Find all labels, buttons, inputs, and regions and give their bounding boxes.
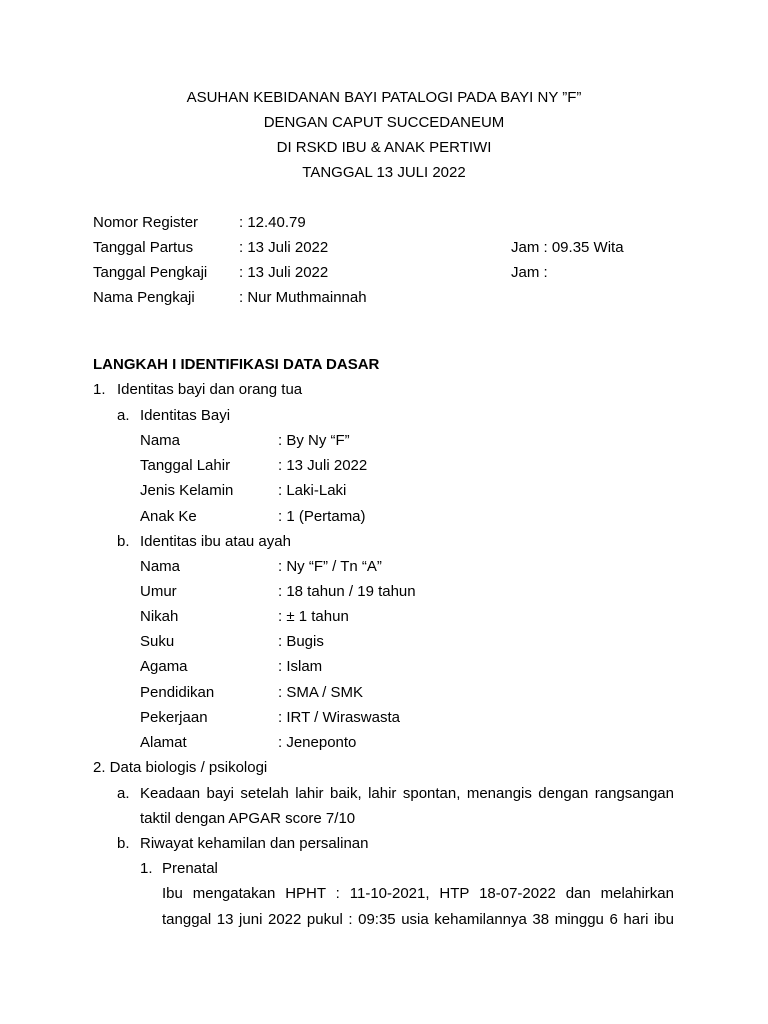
ortu-nikah-value: : ± 1 tahun <box>278 608 349 625</box>
document-title-line-3: DI RSKD IBU & ANAK PERTIWI <box>276 139 492 156</box>
ortu-alamat-label: Alamat <box>140 734 187 751</box>
register-value: : 12.40.79 <box>239 214 306 231</box>
ortu-umur-value: : 18 tahun / 19 tahun <box>278 583 416 600</box>
sub-b-label: b. <box>117 533 130 550</box>
ortu-suku-value: : Bugis <box>278 633 324 650</box>
pengkaji-time: Jam : <box>511 264 548 281</box>
bayi-anak-ke-value: : 1 (Pertama) <box>278 508 366 525</box>
item-2-a-line-2: taktil dengan APGAR score 7/10 <box>140 810 356 827</box>
item-2-b-text: Riwayat kehamilan dan persalinan <box>140 835 369 852</box>
ortu-nama-value: : Ny “F” / Tn “A” <box>278 558 382 575</box>
item-2-b-label: b. <box>117 835 130 852</box>
pengkaji-date-value: : 13 Juli 2022 <box>239 264 329 281</box>
partus-label: Tanggal Partus <box>93 239 194 256</box>
item-2-text: 2. Data biologis / psikologi <box>93 759 268 776</box>
bayi-nama-value: : By Ny “F” <box>278 432 350 449</box>
bayi-jenis-kelamin-value: : Laki-Laki <box>278 482 347 499</box>
item-1-text: Identitas bayi dan orang tua <box>117 381 303 398</box>
ortu-umur-label: Umur <box>140 583 177 600</box>
ortu-pendidikan-label: Pendidikan <box>140 684 215 701</box>
nama-pengkaji-value: : Nur Muthmainnah <box>239 289 367 306</box>
pengkaji-date-label: Tanggal Pengkaji <box>93 264 208 281</box>
register-label: Nomor Register <box>93 214 199 231</box>
prenatal-line-2: tanggal 13 juni 2022 pukul : 09:35 usia kehamilannya 38 minggu 6 hari ibu <box>162 911 674 928</box>
item-1-number: 1. <box>93 381 106 398</box>
prenatal-heading: Prenatal <box>162 860 218 877</box>
ortu-nikah-label: Nikah <box>140 608 179 625</box>
sub-a-label: a. <box>117 407 130 424</box>
ortu-alamat-value: : Jeneponto <box>278 734 357 751</box>
bayi-nama-label: Nama <box>140 432 181 449</box>
bayi-tanggal-lahir-label: Tanggal Lahir <box>140 457 231 474</box>
ortu-nama-label: Nama <box>140 558 181 575</box>
section-heading: LANGKAH I IDENTIFIKASI DATA DASAR <box>93 356 380 373</box>
partus-time: Jam : 09.35 Wita <box>511 239 624 256</box>
ortu-pekerjaan-label: Pekerjaan <box>140 709 208 726</box>
bayi-anak-ke-label: Anak Ke <box>140 508 197 525</box>
document-title-line-1: ASUHAN KEBIDANAN BAYI PATALOGI PADA BAYI NY ”F” <box>186 89 582 106</box>
sub-b-text: Identitas ibu atau ayah <box>140 533 291 550</box>
sub-a-text: Identitas Bayi <box>140 407 231 424</box>
bayi-jenis-kelamin-label: Jenis Kelamin <box>140 482 234 499</box>
item-2-a-label: a. <box>117 785 130 802</box>
ortu-suku-label: Suku <box>140 633 175 650</box>
partus-value: : 13 Juli 2022 <box>239 239 329 256</box>
document-title-line-4: TANGGAL 13 JULI 2022 <box>302 164 466 181</box>
prenatal-number: 1. <box>140 860 153 877</box>
item-2-a-line-1: Keadaan bayi setelah lahir baik, lahir spontan, menangis dengan rangsangan <box>140 785 674 802</box>
ortu-pekerjaan-value: : IRT / Wiraswasta <box>278 709 400 726</box>
ortu-agama-label: Agama <box>140 658 188 675</box>
ortu-pendidikan-value: : SMA / SMK <box>278 684 364 701</box>
ortu-agama-value: : Islam <box>278 658 323 675</box>
bayi-tanggal-lahir-value: : 13 Juli 2022 <box>278 457 368 474</box>
prenatal-line-1: Ibu mengatakan HPHT : 11-10-2021, HTP 18-07-2022 dan melahirkan <box>162 885 674 902</box>
document-title-line-2: DENGAN CAPUT SUCCEDANEUM <box>263 114 505 131</box>
nama-pengkaji-label: Nama Pengkaji <box>93 289 195 306</box>
